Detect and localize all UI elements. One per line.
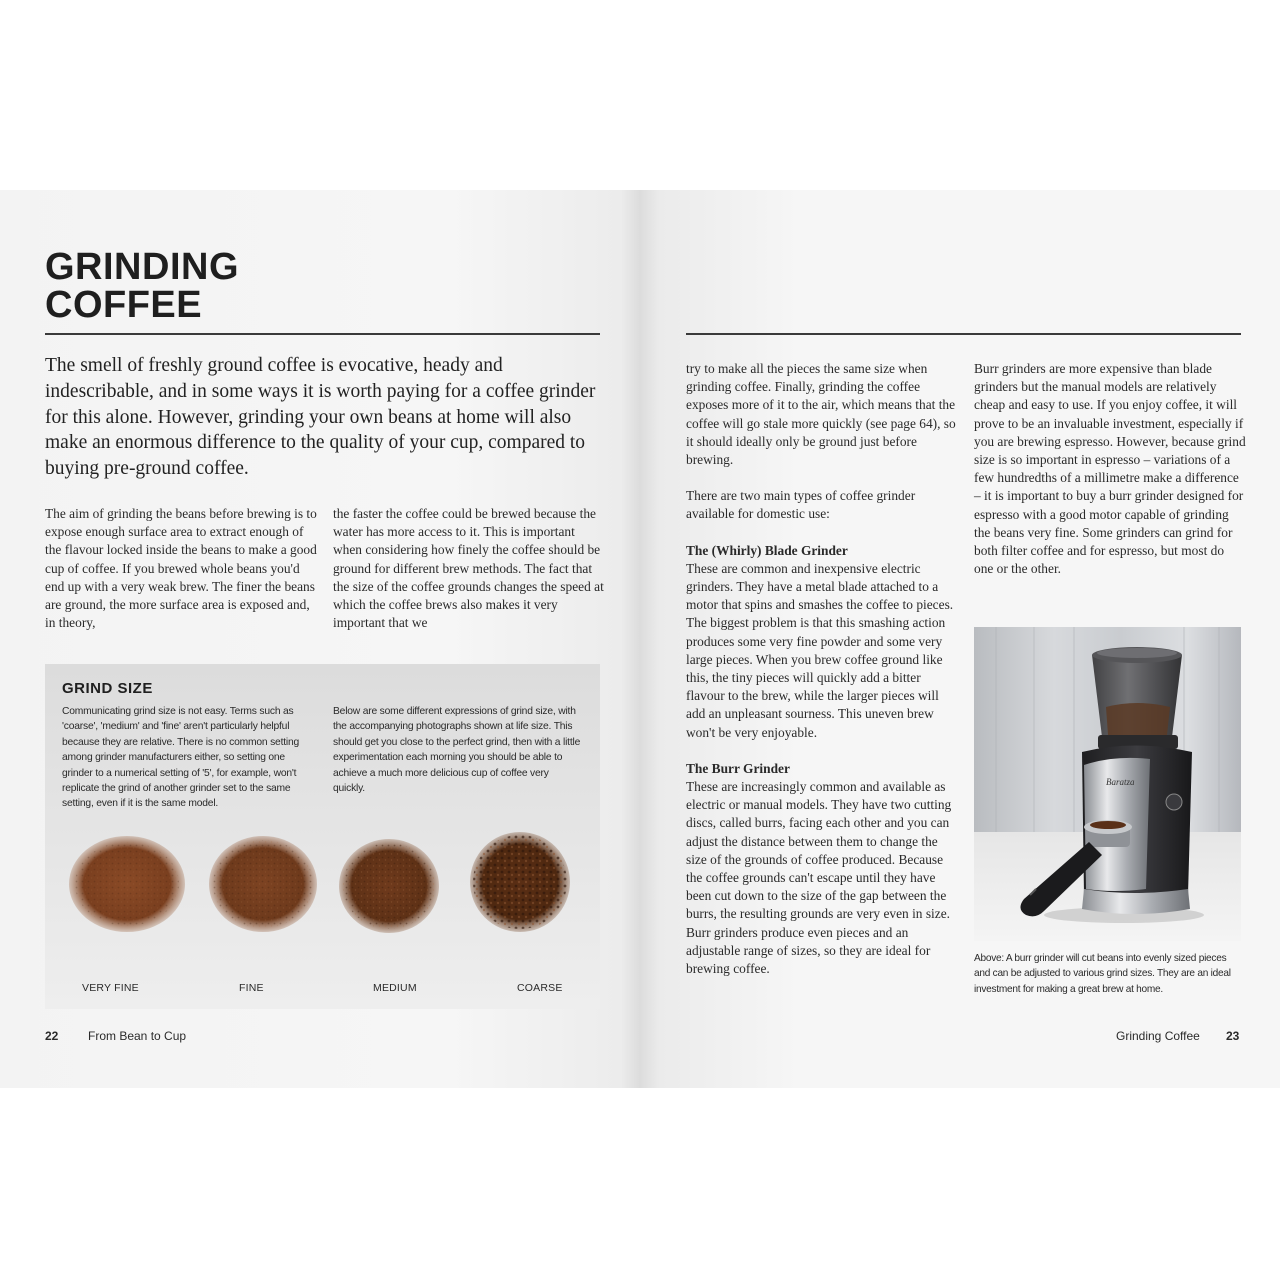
left-title-rule xyxy=(45,333,600,335)
coffee-grounds-photo xyxy=(45,814,600,984)
grind-label-coarse: COARSE xyxy=(517,982,563,994)
folio-number-right: 23 xyxy=(1226,1029,1240,1043)
grind-size-text-1: Communicating grind size is not easy. Terms such as 'coarse', 'medium' and 'fine' aren't particularly helpful because they are relative. There is no common setting among grinder manufacturers either, so setting one grinder to a numerical setting of '5', for example, won't replicate the grind of another grinder set to the same setting, even if it is the same model. xyxy=(62,706,300,810)
left-body-column-1 xyxy=(45,505,317,632)
intro-paragraph: The smell of freshly ground coffee is evocative, heady and indescribable, and in some ways it is worth paying for a coffee grinder for this alone. However, grinding your own beans at home will also make an enormous difference to the quality of your cup, compared to buying pre-ground coffee. xyxy=(45,355,596,480)
photo-caption: Above: A burr grinder will cut beans into evenly sized pieces and can be adjusted to various grind sizes. They are an ideal investment for making a great brew at home. xyxy=(974,953,1231,995)
grind-label-very-fine: VERY FINE xyxy=(82,982,139,994)
chapter-title xyxy=(45,248,239,324)
burr-grinder-heading: The Burr Grinder xyxy=(686,760,790,776)
left-body-text-1: The aim of grinding the beans before brewing is to expose enough surface area to extract enough of the flavour locked inside the beans to make a good cup of coffee. If you brewed whole beans you'd end up with a very weak brew. The finer the beans are ground, the more surface area is exposed and, in theory, xyxy=(45,506,317,631)
blade-grinder-heading: The (Whirly) Blade Grinder xyxy=(686,542,848,558)
blade-grinder-section xyxy=(686,542,958,742)
grinder-brand-logo: Baratza xyxy=(1106,777,1135,787)
burr-grinder-photo xyxy=(974,627,1241,941)
burr-grinder-section xyxy=(686,760,958,978)
burr-grinder-text: These are increasingly common and available as electric or manual models. They have two cutting discs, called burrs, facing each other and you can adjust the distance between them to change the size of the grounds of coffee produced. Because the coffee grounds can't escape until they have been cut down to the size of the gap between the burrs, the resulting grounds are very even in size. Burr grinders produce even pieces and an adjustable range of sizes, so they are ideal for brewing coffee. xyxy=(686,779,952,977)
blade-grinder-text: These are common and inexpensive electric grinders. They have a metal blade attached to a motor that spins and smashes the coffee to pieces. The biggest problem is that this smashing action produces some very fine powder and some very large pieces. When you brew coffee ground like this, the tiny pieces will quickly add a bitter flavour to the brew, while the larger pieces will add an unpleasant sourness. This uneven brew won't be very enjoyable. xyxy=(686,560,954,740)
right-body-column-2 xyxy=(974,360,1246,578)
folio-title-left: From Bean to Cup xyxy=(88,1029,187,1043)
right-title-rule xyxy=(686,333,1241,335)
right-body-column-1 xyxy=(686,360,958,978)
right-col1-paragraph-2: There are two main types of coffee grinder available for domestic use: xyxy=(686,488,916,522)
folio-number-left: 22 xyxy=(45,1029,59,1043)
grind-size-text-2: Below are some different expressions of grind size, with the accompanying photographs shown at life size. This should get you close to the perfect grind, then with a little experimentation each morning you should be able to achieve a much more delicious cup of coffee very quickly. xyxy=(333,706,581,795)
chapter-title-line-1: GRINDING xyxy=(45,246,239,288)
grind-size-box xyxy=(45,664,600,1009)
left-body-column-2 xyxy=(333,505,605,632)
right-col2-paragraph-1: Burr grinders are more expensive than blade grinders but the manual models are relatively cheap and easy to use. If you enjoy coffee, it will prove to be an invaluable investment, especially if you are brewing espresso. However, because grind size is so important in espresso – variations of a few hundredths of a millimetre make a difference – it is important to buy a burr grinder designed for espresso with a good motor capable of grinding the beans very fine. Some grinders can grind for both filter coffee and for espresso, but most do one or the other. xyxy=(974,361,1246,577)
left-body-text-2: the faster the coffee could be brewed because the water has more access to it. This is important when considering how finely the coffee should be ground for different brew methods. The fact that the size of the coffee grounds changes the speed at which the coffee brews also makes it very important that we xyxy=(333,506,604,631)
chapter-title-line-2: COFFEE xyxy=(45,284,203,326)
grind-label-medium: MEDIUM xyxy=(373,982,417,994)
right-col1-paragraph-1: try to make all the pieces the same size when grinding coffee. Finally, grinding the coffee exposes more of it to the air, which means that the coffee will go stale more quickly (see page 64), so it should ideally only be ground just before brewing. xyxy=(686,361,956,468)
folio-title-right: Grinding Coffee xyxy=(1116,1029,1200,1043)
grind-label-fine: FINE xyxy=(239,982,264,994)
grind-size-title: GRIND SIZE xyxy=(62,680,153,697)
